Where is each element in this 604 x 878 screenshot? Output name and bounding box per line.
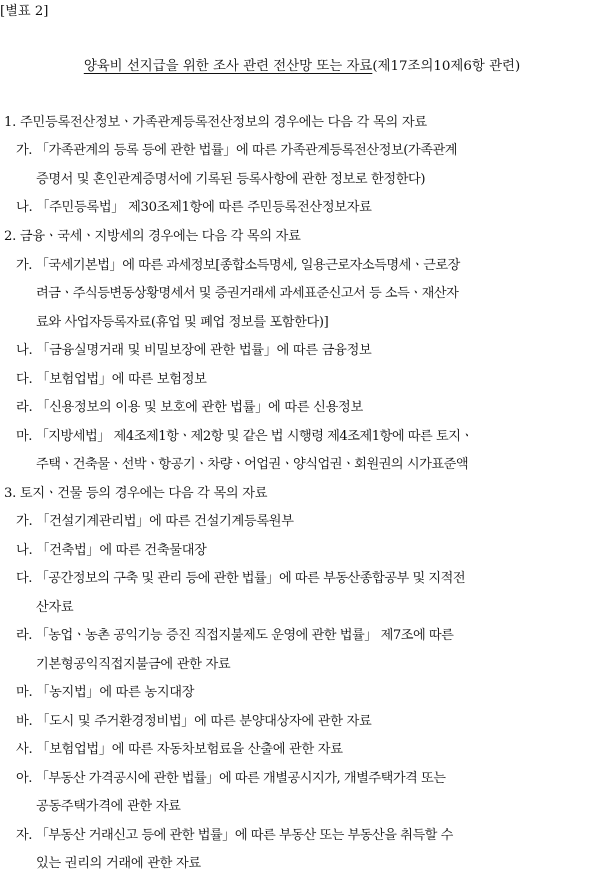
item-line: 사. 「보험업법」에 따른 자동차보험료을 산출에 관한 자료	[16, 742, 343, 757]
document-title	[0, 55, 604, 74]
item-line: 다. 「보험업법」에 따른 보험정보	[16, 372, 207, 387]
item-line: 증명서 및 혼인관계증명서에 기록된 등록사항에 관한 정보로 한정한다)	[36, 172, 426, 187]
item-line: 공동주택가격에 관한 자료	[36, 799, 181, 814]
item-line: 주택ㆍ건축물ㆍ선박ㆍ항공기ㆍ차량ㆍ어업권ㆍ양식업권ㆍ회원권의 시가표준액	[36, 457, 469, 472]
item-line: 마. 「지방세법」 제4조제1항ㆍ제2항 및 같은 법 시행령 제4조제1항에 따른 토지ㆍ	[16, 429, 473, 444]
item-line: 나. 「주민등록법」 제30조제1항에 따른 주민등록전산정보자료	[16, 200, 372, 215]
item-line: 가. 「가족관계의 등록 등에 관한 법률」에 따른 가족관계등록전산정보(가족관계	[16, 143, 458, 158]
item-line: 나. 「금융실명거래 및 비밀보장에 관한 법률」에 따른 금융정보	[16, 343, 372, 358]
item-line: 바. 「도시 및 주거환경정비법」에 따른 분양대상자에 관한 자료	[16, 714, 372, 729]
item-line: 아. 「부동산 가격공시에 관한 법률」에 따른 개별공시지가, 개별주택가격 또는	[16, 771, 446, 786]
item-line: 라. 「신용정보의 이용 및 보호에 관한 법률」에 따른 신용정보	[16, 400, 363, 415]
item-line: 산자료	[36, 600, 74, 615]
title-main: 양육비 선지급을 위한 조사 관련 전산망 또는 자료	[83, 59, 373, 74]
item-line: 료와 사업자등록자료(휴업 및 폐업 정보를 포함한다)]	[36, 315, 329, 330]
section-heading: 1. 주민등록전산정보ㆍ가족관계등록전산정보의 경우에는 다음 각 목의 자료	[4, 115, 427, 130]
section-heading: 2. 금융ㆍ국세ㆍ지방세의 경우에는 다음 각 목의 자료	[4, 229, 301, 244]
item-line: 마. 「농지법」에 따른 농지대장	[16, 685, 195, 700]
item-line: 라. 「농업ㆍ농촌 공익기능 증진 직접지불제도 운영에 관한 법률」 제7조에 따른	[16, 628, 454, 643]
item-line: 다. 「공간정보의 구축 및 관리 등에 관한 법률」에 따른 부동산종합공부 및 지적전	[16, 571, 466, 586]
item-line: 려금ㆍ주식등변동상황명세서 및 증권거래세 과세표준신고서 등 소득ㆍ재산자	[36, 286, 459, 301]
item-line: 나. 「건축법」에 따른 건축물대장	[16, 543, 207, 558]
item-line: 기본형공익직접지불금에 관한 자료	[36, 657, 231, 672]
attachment-label: [별표 2]	[0, 4, 49, 19]
item-line: 가. 「건설기계관리법」에 따른 건설기계등록원부	[16, 514, 294, 529]
section-heading: 3. 토지ㆍ건물 등의 경우에는 다음 각 목의 자료	[4, 486, 268, 501]
item-line: 있는 권리의 거래에 관한 자료	[36, 856, 201, 871]
title-reference: (제17조의10제6항 관련)	[372, 59, 521, 74]
item-line: 가. 「국세기본법」에 따른 과세정보[종합소득명세, 일용근로자소득명세ㆍ근로장	[16, 258, 460, 273]
item-line: 자. 「부동산 거래신고 등에 관한 법률」에 따른 부동산 또는 부동산을 취득할 수	[16, 828, 453, 843]
